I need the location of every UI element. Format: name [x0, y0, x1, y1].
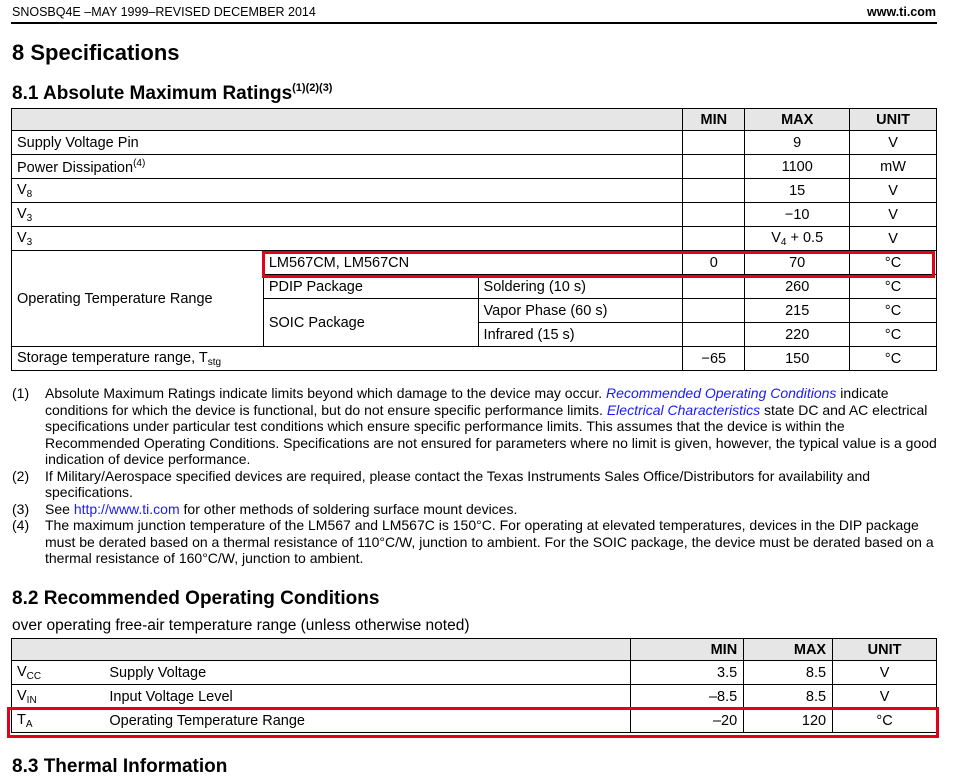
- header-blank: [12, 109, 683, 131]
- max-cell: 1100: [745, 155, 850, 179]
- param-label: Input Voltage Level: [104, 685, 630, 709]
- rec-op-heading: 8.2 Recommended Operating Conditions: [12, 588, 380, 609]
- unit-cell: V: [833, 685, 937, 709]
- table-header-row: [12, 639, 937, 661]
- table-header-row: [12, 109, 937, 131]
- unit-cell: V: [850, 179, 937, 203]
- unit-cell: °C: [850, 323, 937, 347]
- min-cell: –20: [631, 709, 744, 733]
- param-subscript: IN: [26, 694, 37, 706]
- header-max: MAX: [745, 109, 850, 131]
- min-cell: [683, 323, 745, 347]
- header-rule: [11, 22, 937, 24]
- param-label: Operating Temperature Range: [12, 251, 264, 347]
- highlight-ta-row: [7, 707, 939, 738]
- param-label-cell: [12, 155, 683, 179]
- max-cell: 8.5: [744, 661, 833, 685]
- param-label-cell: [12, 179, 683, 203]
- max-cell: 150: [745, 347, 850, 371]
- max-cell: −10: [745, 203, 850, 227]
- unit-cell: V: [850, 203, 937, 227]
- table-row: [12, 685, 937, 709]
- condition-label: Soldering (10 s): [478, 275, 683, 299]
- max-cell: 8.5: [744, 685, 833, 709]
- min-cell: [683, 179, 745, 203]
- max-cell: 9: [745, 131, 850, 155]
- min-cell: –8.5: [631, 685, 744, 709]
- unit-cell: V: [850, 227, 937, 251]
- param-subscript: A: [25, 718, 33, 730]
- abs-max-title: 8.1 Absolute Maximum Ratings: [12, 83, 293, 104]
- min-cell: −65: [683, 347, 745, 371]
- param-symbol: T: [17, 711, 26, 728]
- max-cell: 215: [745, 299, 850, 323]
- table-row: [12, 131, 937, 155]
- recommended-conditions-link[interactable]: Recommended Operating Conditions: [606, 385, 837, 401]
- param-symbol: V: [17, 663, 27, 680]
- footnote-number: (2): [12, 467, 30, 484]
- footnotes: [12, 385, 937, 567]
- min-cell: [683, 155, 745, 179]
- unit-cell: V: [850, 131, 937, 155]
- condition-label: Infrared (15 s): [478, 323, 683, 347]
- max-cell: 15: [745, 179, 850, 203]
- param-symbol: V: [17, 205, 27, 222]
- footnote-text: See: [45, 500, 74, 517]
- website-link[interactable]: www.ti.com: [867, 5, 936, 19]
- param-label: Storage temperature range, T: [17, 349, 208, 366]
- max-cell: 120: [744, 709, 833, 733]
- param-label-cell: [12, 227, 683, 251]
- footnote-text: indicate conditions for which the device is functional, but do not ensure specific performance limits.: [45, 385, 889, 418]
- header-min: MIN: [631, 639, 744, 661]
- param-label: Operating Temperature Range: [104, 709, 630, 733]
- symbol-cell: [12, 661, 105, 685]
- table-row: [12, 155, 937, 179]
- min-cell: [683, 299, 745, 323]
- header-unit: UNIT: [850, 109, 937, 131]
- header-max: MAX: [744, 639, 833, 661]
- footnote-number: (4): [12, 517, 30, 533]
- section-title: 8 Specifications: [12, 40, 180, 65]
- max-suffix: + 0.5: [786, 229, 824, 246]
- footnote-text: for other methods of soldering surface mount devices.: [179, 500, 518, 517]
- condition-label: Vapor Phase (60 s): [478, 299, 683, 323]
- footnote-text: The maximum junction temperature of the LM567 and LM567C is 150°C. For operating at elevated temperatures, devices in the DIP package must be derated based on a thermal resistance of 110°C/W, junction to ambient. For the SOIC package, the device must be derated based on a thermal resistance of 160°C/W, junction to ambient.: [45, 517, 934, 566]
- unit-cell: °C: [850, 299, 937, 323]
- highlight-lm567-row: [262, 251, 935, 278]
- footnote-ref[interactable]: (4): [133, 157, 146, 169]
- document-id: SNOSBQ4E –MAY 1999–REVISED DECEMBER 2014: [12, 5, 316, 19]
- min-cell: [683, 131, 745, 155]
- footnote-1: [12, 385, 937, 468]
- footnote-text: state DC and AC electrical specifications under particular test conditions which ensure specific performance limits. This assumes that the device is within the Recommended Operating Conditions. Specifications are not ensured for parameters where no limit is given, however, the typical value is a good indication of device performance.: [45, 401, 937, 467]
- min-cell: 0: [683, 251, 745, 275]
- footnote-text: Absolute Maximum Ratings indicate limits beyond which damage to the device may occur.: [45, 385, 607, 401]
- footnote-2: [12, 468, 937, 501]
- footnote-text: If Military/Aerospace specified devices are required, please contact the Texas Instruments Sales Office/Distributors for availability and specifications.: [45, 467, 871, 500]
- param-label: Power Dissipation: [17, 159, 134, 176]
- unit-cell: mW: [850, 155, 937, 179]
- param-label-cell: [12, 203, 683, 227]
- footnote-4: [12, 517, 937, 567]
- max-symbol: V: [771, 229, 781, 246]
- param-subscript: 8: [26, 188, 33, 200]
- param-label: Supply Voltage: [104, 661, 630, 685]
- param-symbol: V: [17, 687, 27, 704]
- unit-cell: °C: [833, 709, 937, 733]
- header-blank: [12, 639, 631, 661]
- footnote-number: (3): [12, 500, 30, 517]
- header-unit: UNIT: [833, 639, 937, 661]
- sub-param-label: PDIP Package: [263, 275, 478, 299]
- rec-op-subtitle: over operating free-air temperature range (unless otherwise noted): [12, 617, 470, 634]
- param-label-cell: [12, 347, 683, 371]
- max-cell: 70: [745, 251, 850, 275]
- param-symbol: V: [17, 229, 27, 246]
- param-label: Supply Voltage Pin: [12, 131, 683, 155]
- abs-max-title-refs[interactable]: (1)(2)(3): [292, 82, 333, 94]
- table-row: [12, 347, 937, 371]
- next-section-heading: 8.3 Thermal Information: [12, 756, 228, 777]
- max-cell: 260: [745, 275, 850, 299]
- header-min: MIN: [683, 109, 745, 131]
- min-cell: [683, 275, 745, 299]
- unit-cell: °C: [850, 347, 937, 371]
- param-subscript: 3: [26, 236, 33, 248]
- unit-cell: °C: [850, 251, 937, 275]
- min-cell: [683, 227, 745, 251]
- ti-url-link[interactable]: http://www.ti.com: [73, 500, 180, 517]
- unit-cell: V: [833, 661, 937, 685]
- param-subscript: CC: [26, 670, 42, 682]
- min-cell: 3.5: [631, 661, 744, 685]
- abs-max-heading: [12, 82, 332, 105]
- max-cell: 220: [745, 323, 850, 347]
- max-subscript: 4: [780, 236, 787, 248]
- table-row: [12, 227, 937, 251]
- table-row: [12, 661, 937, 685]
- sub-param-label: SOIC Package: [263, 299, 478, 347]
- param-subscript: stg: [207, 356, 222, 368]
- abs-max-table: [11, 108, 937, 371]
- param-symbol: V: [17, 181, 27, 198]
- footnote-3: [12, 501, 937, 518]
- table-row: [12, 179, 937, 203]
- unit-cell: °C: [850, 275, 937, 299]
- max-cell: [745, 227, 850, 251]
- table-row: [12, 203, 937, 227]
- sub-param-label: LM567CM, LM567CN: [263, 251, 682, 275]
- footnote-number: (1): [12, 385, 30, 401]
- symbol-cell: [12, 685, 105, 709]
- min-cell: [683, 203, 745, 227]
- electrical-characteristics-link[interactable]: Electrical Characteristics: [606, 401, 761, 418]
- param-subscript: 3: [26, 212, 33, 224]
